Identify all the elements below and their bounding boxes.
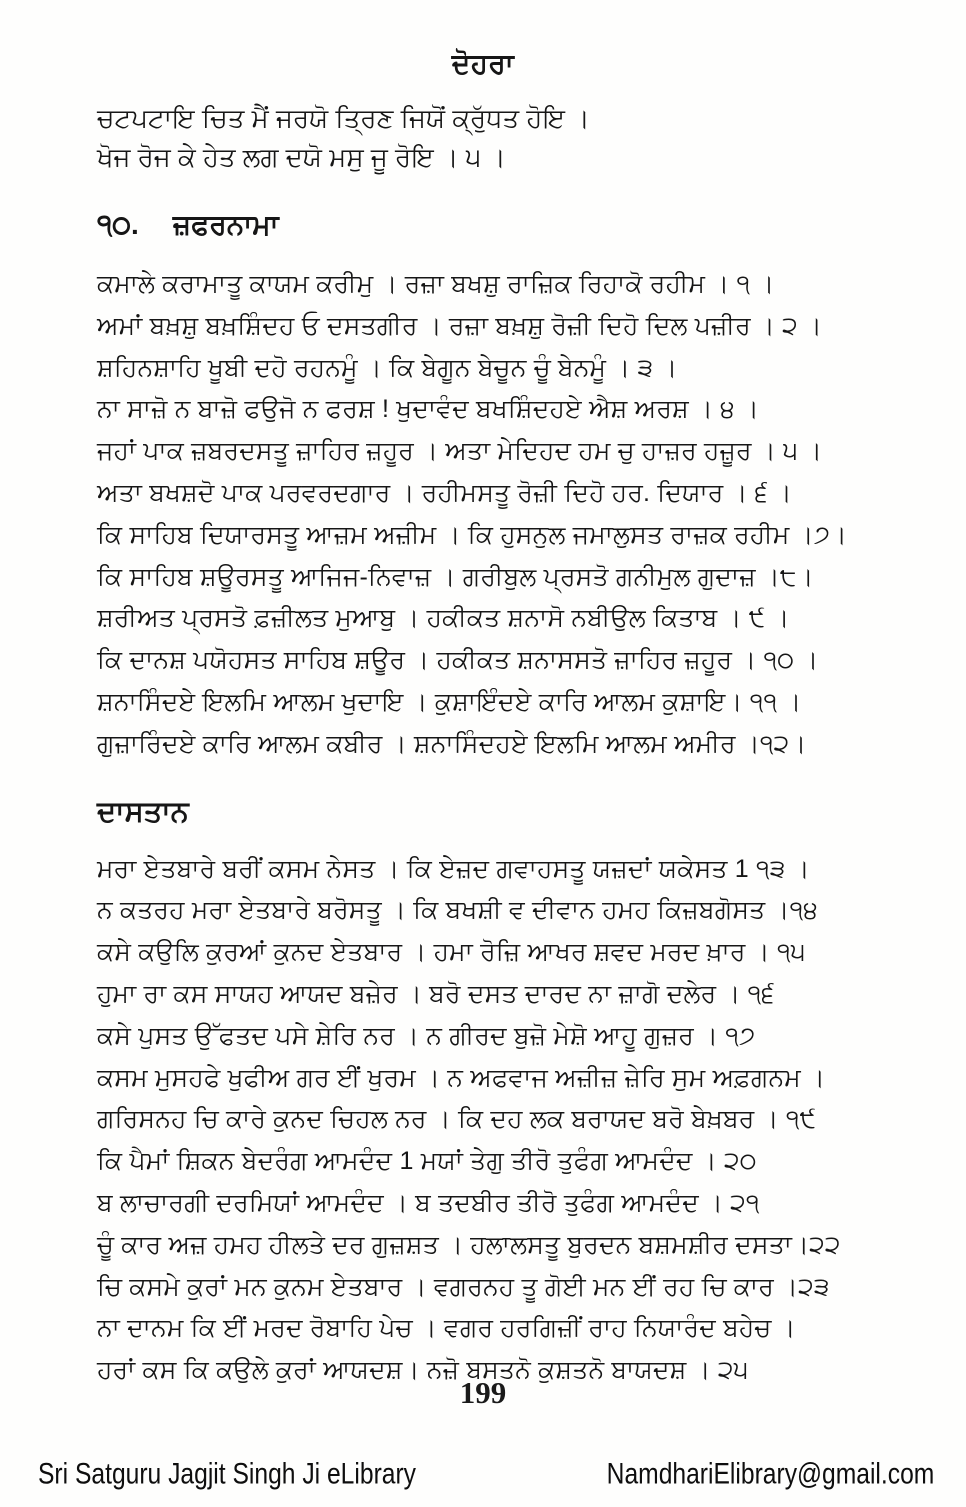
footer-library-name: Sri Satguru Jagjit Singh Ji eLibrary (38, 1457, 417, 1490)
zafarnama-line-1: ਕਮਾਲੇ ਕਰਾਮਾਤੂ ਕਾਯਮ ਕਰੀਮੁ । ਰਜ਼ਾ ਬਖਸ਼ੁ ਰਾਜ਼ਿਕ ਰਿਹਾਕੋ ਰਹੀਮ । ੧ । (97, 270, 775, 298)
dohra-verse-block (0, 99, 966, 177)
dastan-line-17: ਕਸੇ ਪੁਸਤ ਉੱਫਤਦ ਪਸੇ ਸ਼ੇਰਿ ਨਰ । ਨ ਗੀਰਦ ਬੁਜ਼ੋ ਮੇਸ਼ੋ ਆਹੂ ਗੁਜ਼ਰ । ੧੭ (97, 1021, 756, 1050)
dastan-line-24: ਨਾ ਦਾਨਮ ਕਿ ਈਂ ਮਰਦ ਰੋਬਾਹਿ ਪੇਚ । ਵਗਰ ਹਰਗਿਜ਼ੀਂ ਰਾਹ ਨਿਯਾਰੰਦ ਬਹੇਚ । (97, 1314, 796, 1343)
zafarnama-line-12: ਗੁਜ਼ਾਰਿੰਦਏ ਕਾਰਿ ਆਲਮ ਕਬੀਰ । ਸ਼ਨਾਸਿੰਦਹਏ ਇਲਮਿ ਆਲਮ ਅਮੀਰ ।੧੨। (97, 729, 807, 758)
zafarnama-verse-block (0, 264, 966, 766)
dohra-line-2: ਖੋਜ ਰੋਜ ਕੇ ਹੇਤ ਲਗ ਦਯੋ ਮਸੁ ਜੂ ਰੋਇ । ੫ । (97, 142, 506, 172)
dastan-line-25: ਹਰਾਂ ਕਸ ਕਿ ਕਉਲੇ ਕੁਰਾਂ ਆਯਦਸ਼। ਨਜ਼ੋ ਬਸਤਨੋ ਕੁਸ਼ਤਨੋ ਬਾਯਦਸ਼ । ੨੫ (97, 1356, 749, 1385)
dastan-line-16: ਹੁਮਾ ਰਾ ਕਸ ਸਾਯਹ ਆਯਦ ਬਜ਼ੇਰ । ਬਰੋ ਦਸਤ ਦਾਰਦ ਨਾ ਜ਼ਾਗੋ ਦਲੇਰ । ੧੬ (97, 979, 775, 1008)
footer-email: NamdhariElibrary@gmail.com (606, 1457, 934, 1490)
zafarnama-line-8: ਕਿ ਸਾਹਿਬ ਸ਼ਊਰਸਤੂ ਆਜਿਜ-ਨਿਵਾਜ਼ । ਗਰੀਬੁਲ ਪ੍ਰਸਤੋ ਗਨੀਮੁਲ ਗੁਦਾਜ਼ ।੮। (97, 562, 814, 591)
section-number: ੧੦. (97, 209, 139, 240)
section-heading (0, 209, 966, 242)
zafarnama-line-3: ਸ਼ਹਿਨਸ਼ਾਹਿ ਖੂਬੀ ਦਹੋ ਰਹਨਮੂੰ । ਕਿ ਬੇਗੂਨ ਬੇਚੂਨ ਚੂੰ ਬੇਨਮੂੰ । ੩ । (97, 353, 678, 382)
footer (38, 1457, 934, 1491)
zafarnama-line-9: ਸ਼ਰੀਅਤ ਪ੍ਰਸਤੋ ਫ਼ਜ਼ੀਲਤ ਮੁਆਬੁ । ਹਕੀਕਤ ਸ਼ਨਾਸੋ ਨਬੀਉਲ ਕਿਤਾਬ । ੯ । (97, 604, 790, 633)
dastan-verse-block (0, 849, 966, 1392)
dastan-heading: ਦਾਸਤਾਨ (97, 795, 189, 828)
dastan-line-15: ਕਸੇ ਕਉਲਿ ਕੁਰਆਂ ਕੁਨਦ ਏਤਬਾਰ । ਹਮਾ ਰੋਜ਼ਿ ਆਖਰ ਸ਼ਵਦ ਮਰਦ ਖ਼ਾਰ । ੧੫ (97, 938, 806, 967)
zafarnama-line-11: ਸ਼ਨਾਸਿੰਦਏ ਇਲਮਿ ਆਲਮ ਖੁਦਾਇ । ਕੁਸ਼ਾਇੰਦਏ ਕਾਰਿ ਆਲਮ ਕੁਸ਼ਾਇ। ੧੧ । (97, 687, 802, 716)
zafarnama-line-2: ਅਮਾਂ ਬਖ਼ਸ਼ੁ ਬਖ਼ਸ਼ਿੰਦਹ ਓ ਦਸਤਗੀਰ । ਰਜ਼ਾ ਬਖ਼ਸ਼ੁ ਰੋਜ਼ੀ ਦਿਹੋ ਦਿਲ ਪਜ਼ੀਰ । ੨ । (97, 311, 823, 340)
dastan-line-23: ਚਿ ਕਸਮੇ ਕੁਰਾਂ ਮਨ ਕੁਨਮ ਏਤਬਾਰ । ਵਗਰਨਹ ਤੂ ਗੋਈ ਮਨ ਈਂ ਰਹ ਚਿ ਕਾਰ ।੨੩ (97, 1272, 830, 1301)
zafarnama-line-4: ਨਾ ਸਾਜ਼ੋ ਨ ਬਾਜ਼ੋ ਫਉਜੋ ਨ ਫਰਸ਼ ! ਖੁਦਾਵੰਦ ਬਖਸ਼ਿੰਦਹਏ ਐਸ਼ ਅਰਸ਼ । ੪ । (97, 395, 760, 424)
dastan-line-19: ਗਰਿਸਨਹ ਚਿ ਕਾਰੇ ਕੁਨਦ ਚਿਹਲ ਨਰ । ਕਿ ਦਹ ਲਕ ਬਰਾਯਦ ਬਰੋ ਬੇਖ਼ਬਰ । ੧੯ (97, 1105, 817, 1134)
zafarnama-line-6: ਅਤਾ ਬਖਸ਼ਦੋ ਪਾਕ ਪਰਵਰਦਗਾਰ । ਰਹੀਮਸਤੂ ਰੋਜ਼ੀ ਦਿਹੋ ਹਰ. ਦਿਯਾਰ । ੬ । (97, 478, 792, 507)
dohra-heading: ਦੋਹਰਾ (451, 48, 515, 79)
dastan-line-22: ਚੂੰ ਕਾਰ ਅਜ਼ ਹਮਹ ਹੀਲਤੇ ਦਰ ਗੁਜ਼ਸ਼ਤ । ਹਲਾਲਸਤੂ ਬੁਰਦਨ ਬਸ਼ਮਸ਼ੀਰ ਦਸਤਾ।੨੨ (97, 1230, 841, 1259)
section-title: ਜ਼ਫਰਨਾਮਾ (172, 209, 279, 240)
dastan-line-20: ਕਿ ਪੈਮਾਂ ਸ਼ਿਕਨ ਬੇਦਰੰਗ ਆਮਦੰਦ 1 ਮਯਾਂ ਤੇਗੁ ਤੀਰੋ ਤੁਫੰਗ ਆਮਦੰਦ । ੨੦ (97, 1147, 757, 1176)
page-number: 199 (459, 1375, 507, 1410)
dohra-line-1: ਚਟਪਟਾਇ ਚਿਤ ਮੈਂ ਜਰਯੋ ਤ੍ਰਿਣ ਜਿਯੋਂ ਕ੍ਰੁੱਧਤ ਹੋਇ । (97, 103, 590, 133)
dastan-line-14: ਨ ਕਤਰਹ ਮਰਾ ਏਤਬਾਰੇ ਬਰੋਸਤੂ । ਕਿ ਬਖਸ਼ੀ ਵ ਦੀਵਾਨ ਹਮਹ ਕਿਜ਼ਬਗੋਸਤ ।੧੪ (97, 896, 818, 925)
dastan-line-18: ਕਸਮ ਮੁਸਹਫੇ ਖੁਫੀਅ ਗਰ ਈਂ ਖੁਰਮ । ਨ ਅਫਵਾਜ ਅਜ਼ੀਜ਼ ਜ਼ੇਰਿ ਸੁਮ ਅਫ਼ਗਨਮ । (97, 1063, 826, 1092)
dastan-line-13: ਮਰਾ ਏਤਬਾਰੇ ਬਰੀਂ ਕਸਮ ਨੇਸਤ । ਕਿ ਏਜ਼ਦ ਗਵਾਹਸਤੂ ਯਜ਼ਦਾਂ ਯਕੇਸਤ 1 ੧੩ । (97, 854, 810, 883)
zafarnama-line-7: ਕਿ ਸਾਹਿਬ ਦਿਯਾਰਸਤੂ ਆਜ਼ਮ ਅਜ਼ੀਮ । ਕਿ ਹੁਸਨੁਲ ਜਮਾਲੁਸਤ ਰਾਜ਼ਕ ਰਹੀਮ ।੭। (97, 520, 848, 549)
zafarnama-line-10: ਕਿ ਦਾਨਸ਼ ਪਯੋਹਸਤ ਸਾਹਿਬ ਸ਼ਊਰ । ਹਕੀਕਤ ਸ਼ਨਾਸਸਤੋ ਜ਼ਾਹਿਰ ਜ਼ਹੂਰ । ੧੦ । (97, 646, 819, 675)
zafarnama-line-5: ਜਹਾਂ ਪਾਕ ਜ਼ਬਰਦਸਤੂ ਜ਼ਾਹਿਰ ਜ਼ਹੂਰ । ਅਤਾ ਮੇਦਿਹਦ ਹਮ ਚੁ ਹਾਜ਼ਰ ਹਜ਼ੂਰ । ੫ । (97, 437, 823, 466)
dastan-line-21: ਬ ਲਾਚਾਰਗੀ ਦਰਮਿਯਾਂ ਆਮਦੰਦ । ਬ ਤਦਬੀਰ ਤੀਰੋ ਤੁਫੰਗ ਆਮਦੰਦ । ੨੧ (97, 1188, 760, 1217)
